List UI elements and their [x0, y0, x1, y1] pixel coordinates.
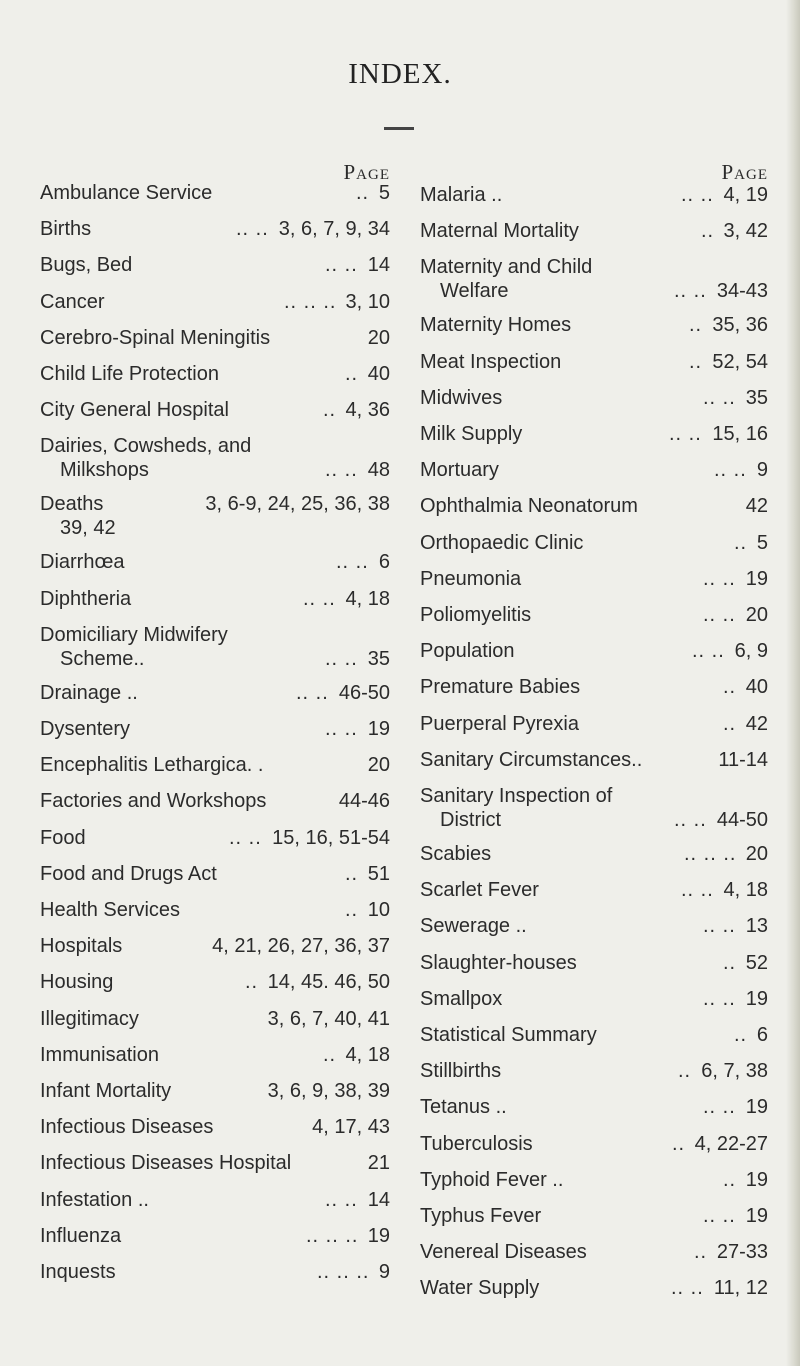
- index-entry: [420, 602, 768, 638]
- entry-pages: 20: [367, 326, 390, 349]
- entry-name: Puerperal Pyrexia: [420, 712, 579, 735]
- entry-name: Mortuary: [420, 459, 499, 482]
- entry-pages: 40: [745, 676, 768, 699]
- entry-leader-dots: .. .. ..: [317, 1261, 370, 1283]
- entry-name: Diphtheria: [40, 587, 132, 610]
- index-entry: [420, 385, 768, 421]
- index-entry: [40, 216, 390, 252]
- entry-name: Slaughter-houses: [420, 951, 577, 974]
- index-entry: [420, 312, 768, 348]
- entry-name: Population: [420, 640, 515, 663]
- index-entry: [40, 716, 390, 752]
- entry-pages: 9: [378, 1261, 390, 1283]
- index-entry: [420, 182, 768, 218]
- index-entry: [420, 674, 768, 710]
- entry-pages: 20: [745, 843, 768, 865]
- entry-name: Poliomyelitis: [420, 604, 532, 626]
- entry-pages: 4, 18: [345, 1043, 390, 1066]
- index-entry: [420, 1131, 768, 1167]
- index-entry: [40, 1114, 390, 1150]
- entry-name: Venereal Diseases: [420, 1241, 587, 1264]
- entry-name: Deaths: [40, 493, 104, 516]
- index-entry: [420, 218, 768, 254]
- index-entry: [420, 783, 768, 841]
- entry-name: Bugs, Bed: [40, 254, 133, 277]
- entry-pages: 35, 36: [712, 314, 768, 337]
- entry-pages: 4, 19: [723, 184, 768, 206]
- entry-name: Premature Babies: [420, 676, 581, 699]
- entry-pages: 6: [378, 551, 390, 574]
- entry-pages: 14: [367, 254, 390, 277]
- entry-leader-dots: .. ..: [325, 254, 358, 277]
- entry-pages: 10: [367, 899, 390, 921]
- entry-name: Typhoid Fever ..: [420, 1168, 564, 1191]
- entry-name: Housing: [40, 971, 114, 994]
- entry-name: Influenza: [40, 1224, 122, 1247]
- entry-pages: 3, 6, 7, 40, 41: [267, 1007, 390, 1030]
- entry-leader-dots: .. ..: [703, 987, 736, 1010]
- entry-name: Malaria ..: [420, 184, 503, 206]
- entry-pages: 3, 6, 7, 9, 34: [278, 218, 390, 241]
- entry-leader-dots: .. ..: [325, 718, 358, 740]
- entry-pages: 34-43: [716, 280, 768, 303]
- entry-pages: 27-33: [716, 1241, 768, 1264]
- entry-name: Hospitals: [40, 935, 123, 958]
- entry-name: Illegitimacy: [40, 1007, 139, 1030]
- index-entry: [40, 433, 390, 491]
- entry-pages: 35: [367, 647, 390, 670]
- index-entry: [40, 549, 390, 585]
- entry-name: Midwives: [420, 386, 503, 409]
- entry-name-continued: Scheme..: [60, 647, 145, 670]
- entry-pages: 4, 18: [723, 879, 768, 902]
- entry-pages: 42: [745, 712, 768, 735]
- entry-name: Water Supply: [420, 1277, 540, 1300]
- entry-leader-dots: .. ..: [325, 647, 358, 670]
- entry-name: City General Hospital: [40, 399, 229, 422]
- entry-name: Maternal Mortality: [420, 220, 579, 243]
- entry-pages: 19: [367, 1224, 390, 1247]
- entry-name: Pneumonia: [420, 567, 522, 590]
- entry-pages: 19: [745, 1096, 768, 1119]
- entry-leader-dots: .. ..: [703, 1205, 736, 1227]
- entry-leader-dots: ..: [734, 531, 748, 554]
- entry-leader-dots: .. .. ..: [284, 290, 337, 313]
- entry-pages: 3, 6, 9, 38, 39: [267, 1080, 390, 1102]
- entry-pages: 14: [367, 1188, 390, 1211]
- entry-leader-dots: ..: [723, 1168, 737, 1191]
- entry-leader-dots: .. ..: [669, 423, 702, 445]
- index-entry: [40, 252, 390, 288]
- entry-leader-dots: ..: [678, 1060, 692, 1083]
- entry-leader-dots: .. ..: [681, 184, 714, 206]
- index-entry: [420, 841, 768, 877]
- index-entry: [420, 986, 768, 1022]
- entry-pages: 6, 9: [734, 640, 768, 663]
- entry-pages: 4, 21, 26, 27, 36, 37: [212, 935, 390, 958]
- entry-leader-dots: ..: [345, 363, 359, 385]
- entry-pages: 19: [367, 718, 390, 740]
- entry-name: Orthopaedic Clinic: [420, 531, 584, 554]
- entry-name: Factories and Workshops: [40, 790, 267, 813]
- index-entry: [40, 680, 390, 716]
- entry-pages: 5: [378, 182, 390, 204]
- entry-name: Dairies, Cowsheds, and: [40, 435, 252, 458]
- index-entry: [420, 530, 768, 566]
- entry-name: Births: [40, 218, 92, 241]
- page-column-heading: Page: [343, 160, 390, 184]
- page-column-heading: Page: [721, 160, 768, 184]
- entry-leader-dots: ..: [694, 1241, 708, 1264]
- entry-name: Encephalitis Lethargica. .: [40, 754, 264, 777]
- entry-name: Maternity and Child: [420, 256, 593, 279]
- entry-name: Inquests: [40, 1261, 116, 1283]
- entry-leader-dots: .. ..: [325, 459, 358, 482]
- entry-pages: 46-50: [338, 681, 390, 704]
- entry-name: Smallpox: [420, 987, 503, 1010]
- entry-pages: 15, 16: [712, 423, 768, 445]
- entry-name: Dysentery: [40, 718, 131, 740]
- entry-name: Infectious Diseases: [40, 1116, 214, 1139]
- index-entry: [40, 1006, 390, 1042]
- entry-pages: 4, 36: [345, 399, 390, 422]
- entry-pages: 44-50: [716, 809, 768, 831]
- entry-leader-dots: .. ..: [703, 915, 736, 938]
- entry-pages: 44-46: [338, 790, 390, 813]
- index-entry: [40, 752, 390, 788]
- entry-name: Sanitary Inspection of: [420, 785, 613, 807]
- entry-leader-dots: .. ..: [236, 218, 269, 241]
- entry-name: Maternity Homes: [420, 314, 572, 337]
- page-edge: [786, 0, 800, 1366]
- entry-name: Food and Drugs Act: [40, 862, 217, 885]
- index-entry: [40, 861, 390, 897]
- index-entry: [420, 493, 768, 529]
- entry-name: Ophthalmia Neonatorum: [420, 495, 638, 518]
- entry-leader-dots: .. ..: [671, 1277, 704, 1300]
- entry-pages: 6: [756, 1024, 768, 1046]
- index-entry: [420, 638, 768, 674]
- entry-leader-dots: .. ..: [303, 587, 336, 610]
- entry-leader-dots: ..: [345, 862, 359, 885]
- index-entry: [40, 1078, 390, 1114]
- entry-leader-dots: ..: [723, 712, 737, 735]
- index-entry: [40, 825, 390, 861]
- entry-leader-dots: .. ..: [703, 1096, 736, 1119]
- index-entry: [420, 1058, 768, 1094]
- index-entry: [40, 622, 390, 680]
- entry-pages: 14, 45. 46, 50: [267, 971, 390, 994]
- entry-name: Cancer: [40, 290, 105, 313]
- entry-pages: 20: [745, 604, 768, 626]
- index-entry: [40, 788, 390, 824]
- entry-name: Sewerage ..: [420, 915, 527, 938]
- entry-pages: 19: [745, 1205, 768, 1227]
- entry-pages: 35: [745, 386, 768, 409]
- entry-leader-dots: .. ..: [703, 386, 736, 409]
- index-entry: [420, 254, 768, 312]
- index-entry: [40, 180, 390, 216]
- entry-name: Drainage ..: [40, 681, 138, 704]
- index-entry: [40, 289, 390, 325]
- entry-pages: 5: [756, 531, 768, 554]
- entry-pages: 20: [367, 754, 390, 777]
- entry-pages: 4, 22-27: [694, 1132, 768, 1155]
- entry-leader-dots: ..: [356, 182, 370, 204]
- entry-leader-dots: ..: [323, 1043, 337, 1066]
- entry-pages: 3, 10: [345, 290, 390, 313]
- entry-pages: 11, 12: [713, 1277, 768, 1300]
- index-entry: [420, 1094, 768, 1130]
- index-entry: [420, 349, 768, 385]
- entry-pages: 21: [367, 1152, 390, 1175]
- entry-name: Infant Mortality: [40, 1080, 172, 1102]
- entry-leader-dots: .. ..: [714, 459, 747, 482]
- entry-leader-dots: ..: [689, 314, 703, 337]
- entry-pages: 40: [367, 363, 390, 385]
- index-entry: [420, 566, 768, 602]
- entry-leader-dots: .. ..: [703, 604, 736, 626]
- entry-leader-dots: .. ..: [681, 879, 714, 902]
- entry-pages: 15, 16, 51-54: [272, 826, 390, 849]
- entry-pages: 13: [745, 915, 768, 938]
- entry-name: Infestation ..: [40, 1188, 149, 1211]
- entry-name: Domiciliary Midwifery: [40, 623, 228, 646]
- index-entry: [40, 361, 390, 397]
- entry-pages: 42: [745, 495, 768, 518]
- index-entry: [420, 421, 768, 457]
- index-entry: [420, 913, 768, 949]
- index-entry: [420, 747, 768, 783]
- entry-name-continued: Welfare: [440, 280, 509, 303]
- entry-leader-dots: ..: [723, 676, 737, 699]
- entry-leader-dots: .. ..: [674, 280, 707, 303]
- entry-name: Scabies: [420, 843, 492, 865]
- entry-leader-dots: ..: [672, 1132, 686, 1155]
- index-entry: [420, 1275, 768, 1311]
- entry-leader-dots: ..: [245, 971, 259, 994]
- entry-leader-dots: .. ..: [325, 1188, 358, 1211]
- entry-name: Health Services: [40, 899, 181, 921]
- entry-leader-dots: .. ..: [336, 551, 369, 574]
- entry-name: Tetanus ..: [420, 1096, 507, 1119]
- entry-name: Infectious Diseases Hospital: [40, 1152, 292, 1175]
- entry-name: Tuberculosis: [420, 1132, 533, 1155]
- entry-leader-dots: .. ..: [229, 826, 262, 849]
- index-entry: [420, 711, 768, 747]
- entry-leader-dots: ..: [723, 951, 737, 974]
- entry-name: Child Life Protection: [40, 363, 219, 385]
- entry-leader-dots: .. .. ..: [306, 1224, 359, 1247]
- index-entry: [420, 950, 768, 986]
- index-entry: [40, 1150, 390, 1186]
- index-entry: [40, 1042, 390, 1078]
- entry-name: Food: [40, 826, 86, 849]
- entry-pages: 19: [745, 987, 768, 1010]
- entry-pages: 4, 18: [345, 587, 390, 610]
- entry-name: Ambulance Service: [40, 182, 213, 204]
- entry-name: Sanitary Circumstances..: [420, 748, 643, 771]
- index-entry: [40, 1259, 390, 1295]
- entry-pages: 6, 7, 38: [701, 1060, 768, 1083]
- index-entry: [420, 1203, 768, 1239]
- index-entry: [420, 1167, 768, 1203]
- entry-pages: 51: [367, 862, 390, 885]
- entry-leader-dots: ..: [323, 399, 337, 422]
- entry-pages: 19: [745, 1168, 768, 1191]
- entry-leader-dots: ..: [689, 350, 703, 373]
- page-title: INDEX.: [348, 58, 452, 90]
- entry-leader-dots: .. ..: [703, 567, 736, 590]
- index-entry: [40, 325, 390, 361]
- entry-name: Immunisation: [40, 1043, 159, 1066]
- entry-name-continued: 39, 42: [60, 517, 116, 540]
- entry-leader-dots: .. ..: [296, 681, 329, 704]
- entry-name: Milk Supply: [420, 423, 523, 445]
- entry-pages: 4, 17, 43: [312, 1116, 390, 1139]
- entry-pages: 3, 42: [723, 220, 768, 243]
- index-entry: [420, 1239, 768, 1275]
- index-entry: [40, 897, 390, 933]
- entry-leader-dots: ..: [734, 1024, 748, 1046]
- index-entry: [40, 933, 390, 969]
- entry-pages: 48: [367, 459, 390, 482]
- entry-name: Statistical Summary: [420, 1024, 597, 1046]
- index-entry: [420, 1022, 768, 1058]
- entry-pages: 9: [756, 459, 768, 482]
- entry-name: Diarrhœa: [40, 551, 125, 574]
- entry-pages: 19: [745, 567, 768, 590]
- entry-pages: 52: [745, 951, 768, 974]
- index-entry: [420, 457, 768, 493]
- entry-name: Meat Inspection: [420, 350, 562, 373]
- index-entry: [40, 1223, 390, 1259]
- title-rule: [384, 127, 414, 130]
- entry-name: Scarlet Fever: [420, 879, 539, 902]
- index-entry: [40, 1187, 390, 1223]
- entry-leader-dots: .. ..: [674, 809, 707, 831]
- entry-name: Stillbirths: [420, 1060, 502, 1083]
- entry-pages: 11-14: [718, 748, 768, 771]
- entry-name: Cerebro-Spinal Meningitis: [40, 326, 271, 349]
- entry-pages: 3, 6-9, 24, 25, 36, 38: [205, 493, 390, 516]
- entry-leader-dots: .. ..: [692, 640, 725, 663]
- entry-name: Typhus Fever: [420, 1205, 542, 1227]
- index-entry: [40, 969, 390, 1005]
- entry-leader-dots: .. .. ..: [684, 843, 737, 865]
- entry-leader-dots: ..: [345, 899, 359, 921]
- entry-name-continued: District: [440, 809, 502, 831]
- index-entry: [40, 397, 390, 433]
- index-entry: [420, 877, 768, 913]
- index-entry: [40, 586, 390, 622]
- entry-name-continued: Milkshops: [60, 459, 149, 482]
- index-entry: [40, 491, 390, 549]
- entry-pages: 52, 54: [712, 350, 768, 373]
- entry-leader-dots: ..: [701, 220, 715, 243]
